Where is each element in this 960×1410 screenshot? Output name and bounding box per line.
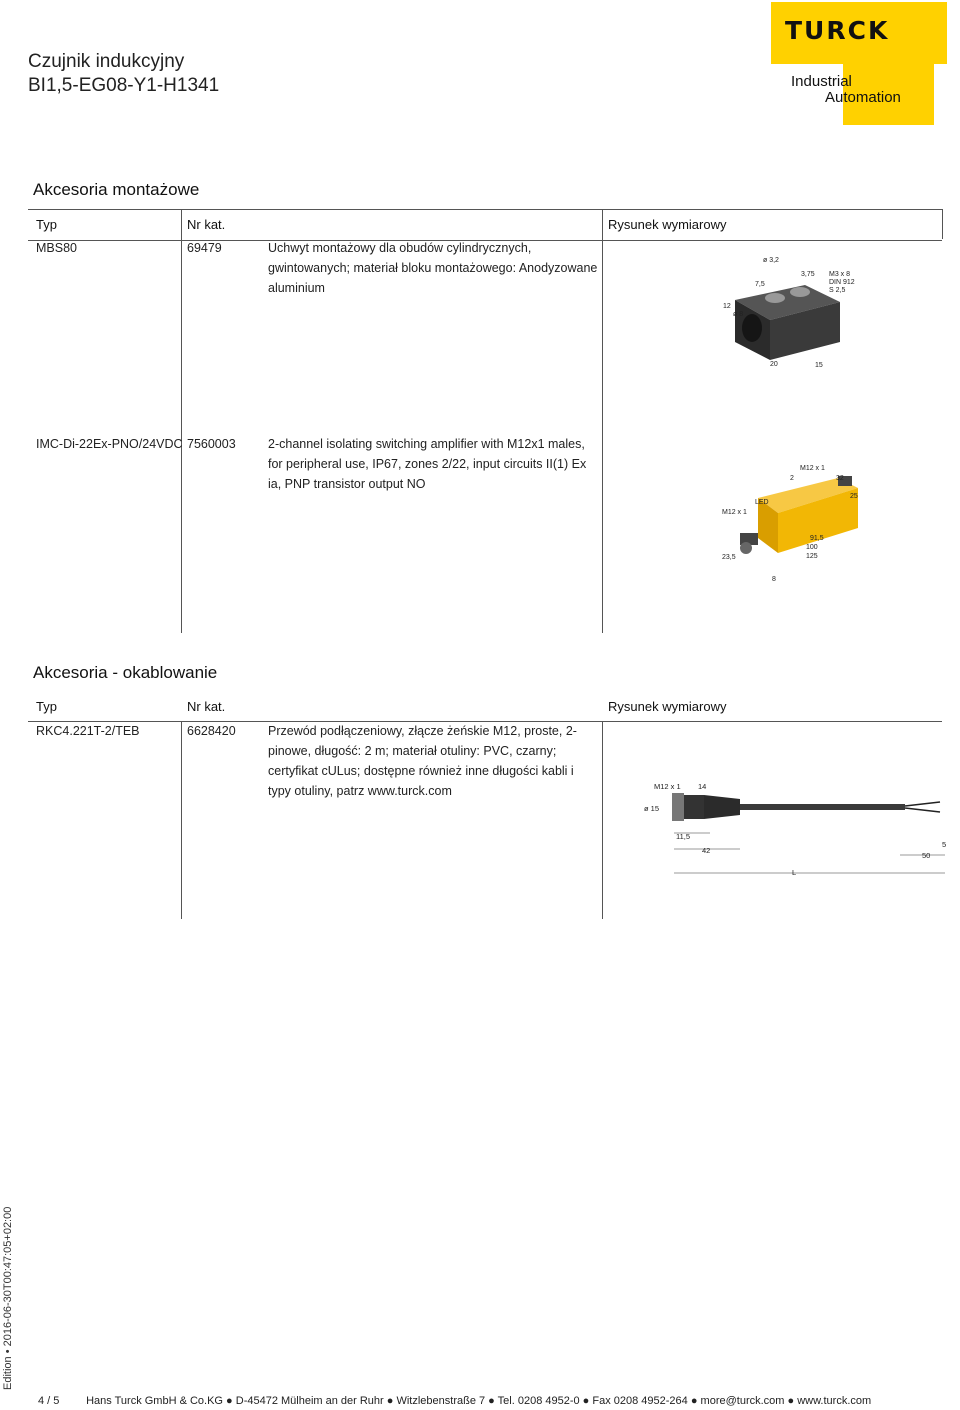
col-catalog: Nr kat.: [187, 699, 226, 714]
footer-contact: Hans Turck GmbH & Co.KG ● D-45472 Mülheim an der Ruhr ● Witzlebenstraße 7 ● Tel. 0208 4952-0 ● Fax 0208 4952-264 ● more@turck.com ● www.turck.com: [86, 1395, 872, 1407]
page-title: [28, 50, 219, 98]
col-drawing: Rysunek wymiarowy: [608, 699, 727, 714]
dim-label: 7,5: [755, 281, 765, 288]
title-line1: Czujnik indukcyjny: [28, 51, 185, 72]
row-catalog: 69479: [187, 241, 222, 255]
dim-label: 42: [702, 846, 711, 855]
dim-label: DIN 912: [829, 279, 855, 286]
row-type: IMC-Di-22Ex-PNO/24VDC: [36, 437, 183, 451]
row-description: Uchwyt montażowy dla obudów cylindrycznych, gwintowanych; materiał bloku montażowego: Anodyzowane aluminium: [268, 241, 598, 295]
footer: [38, 1395, 871, 1407]
dim-label: L: [792, 868, 797, 877]
dim-label: 11,5: [676, 832, 691, 841]
dim-label: 8: [772, 576, 776, 583]
col-type: Typ: [36, 217, 57, 232]
dim-label: M12 x 1: [722, 509, 747, 516]
row-type: MBS80: [36, 241, 77, 255]
dim-label: ø 3,2: [763, 257, 779, 264]
dim-label: 32: [836, 475, 844, 482]
dim-label: 100: [806, 544, 818, 551]
dim-label: 91,5: [810, 535, 824, 542]
divider: [181, 209, 182, 633]
dim-label: 15: [815, 362, 823, 369]
dim-label: 23,5: [722, 554, 736, 561]
dim-label: ø 8: [733, 311, 744, 318]
divider: [602, 721, 603, 919]
row-description: Przewód podłączeniowy, złącze żeńskie M12, proste, 2-pinowe, długość: 2 m; materiał otuliny: PVC, czarny; certyfikat cULus; dostępne również inne długości kabli i typy otuliny, patrz www.turck.com: [268, 724, 577, 798]
tagline-line1: Industrial: [791, 73, 852, 90]
col-catalog: Nr kat.: [187, 217, 226, 232]
dim-label: 125: [806, 553, 818, 560]
dim-label: M12 x 1: [800, 465, 825, 472]
mounting-block-drawing: [715, 250, 865, 380]
table-header-cabling: [28, 692, 942, 722]
title-line2: BI1,5-EG08-Y1-H1341: [28, 75, 220, 96]
dim-label: 20: [770, 361, 778, 368]
col-type: Typ: [36, 699, 57, 714]
dim-label: ø 15: [644, 804, 660, 813]
dim-label: 5: [942, 840, 947, 849]
dim-label: 2: [790, 475, 794, 482]
dim-label: 3,75: [801, 271, 815, 278]
tagline: [791, 74, 901, 106]
section-title-mounting: Akcesoria montażowe: [33, 180, 200, 199]
row-description: 2-channel isolating switching amplifier with M12x1 males, for peripheral use, IP67, zones 2/22, input circuits II(1) Ex ia, PNP transistor output NO: [268, 437, 587, 491]
edition-note: Edition • 2016-06-30T00:47:05+02:00: [2, 1206, 14, 1390]
section-title-cabling: Akcesoria - okablowanie: [33, 663, 218, 682]
dim-label: 25: [850, 493, 858, 500]
turck-logo: TURCK: [785, 16, 890, 45]
table-header-mounting: [28, 209, 942, 241]
dim-label: M3 x 8: [829, 271, 851, 278]
divider: [181, 721, 182, 919]
divider: [942, 209, 943, 239]
row-catalog: 7560003: [187, 437, 236, 451]
col-drawing: Rysunek wymiarowy: [608, 217, 727, 232]
dim-label: S 2,5: [829, 287, 846, 294]
tagline-line2: Automation: [825, 89, 901, 106]
dim-label: M12 x 1: [654, 782, 681, 791]
cable-drawing: [640, 775, 960, 885]
amplifier-drawing: [718, 458, 878, 588]
dim-label: LED: [755, 499, 769, 506]
divider: [602, 209, 603, 633]
dim-label: 14: [698, 782, 707, 791]
row-type: RKC4.221T-2/TEB: [36, 724, 140, 738]
dim-label: 50: [922, 851, 931, 860]
page-number: 4 / 5: [38, 1395, 60, 1407]
row-catalog: 6628420: [187, 724, 236, 738]
dim-label: 12: [723, 303, 731, 310]
